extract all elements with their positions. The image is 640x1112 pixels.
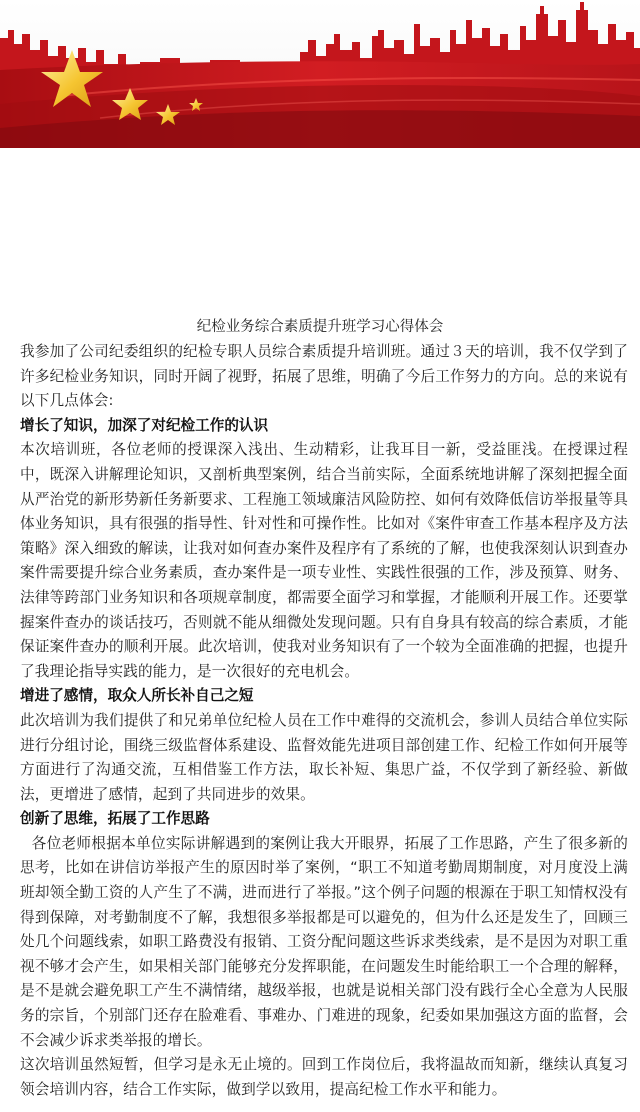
header-banner xyxy=(0,0,640,148)
article-body xyxy=(0,340,640,1102)
banner-graphic xyxy=(0,0,640,148)
conclusion-paragraph: 这次培训虽然短暂，但学习是永无止境的。回到工作岗位后，我将温故而知新，继续认真复习领会培训内容，结合工作实际，做到学以致用，提高纪检工作水平和能力。 xyxy=(20,1056,628,1098)
article xyxy=(0,316,640,1102)
intro-paragraph: 我参加了公司纪委组织的纪检专职人员综合素质提升培训班。通过３天的培训，我不仅学到了许多纪检业务知识，同时开阔了视野，拓展了思维，明确了今后工作努力的方向。总的来说有以下几点体会: xyxy=(20,343,628,410)
section-text-exchange: 此次培训为我们提供了和兄弟单位纪检人员在工作中难得的交流机会，参训人员结合单位实际进行分组讨论，围绕三级监督体系建设、监督效能先进项目部创建工作、纪检工作如何开展等方面进行了沟通交流，互相借鉴工作方法，取长补短、集思广益，不仅学到了新经验、新做法，更增进了感情，起到了共同进步的效果。 xyxy=(20,711,628,803)
section-heading-innovation: 创新了思维，拓展了工作思路 xyxy=(20,810,210,828)
section-text-knowledge: 本次培训班，各位老师的授课深入浅出、生动精彩，让我耳目一新，受益匪浅。在授课过程中，既深入讲解理论知识，又剖析典型案例，结合当前实际，全面系统地讲解了深刻把握全面从严治党的新形势新任务新要求、工程施工领域廉洁风险防控、如何有效降低信访举报量等具体业务知识，具有很强的指导性、针对性和可操作性。比如对《案件审查工作基本程序及方法策略》深入细致的解读，让我对如何查办案件及程序有了系统的了解，也使我深刻认识到查办案件需要提升综合业务素质，查办案件是一项专业性、实践性很强的工作，涉及预算、财务、法律等跨部门业务知识和各项规章制度，都需要全面学习和掌握，才能顺利开展工作。还要掌握案件查办的谈话技巧，否则就不能从细微处发现问题。只有自身具有较高的综合素质，才能保证案件查办的顺利开展。此次培训，使我对业务知识有了一个较为全面准确的把握，也提升了我理论指导实践的能力，是一次很好的充电机会。 xyxy=(20,441,628,680)
section-heading-exchange: 增进了感情，取众人所长补自己之短 xyxy=(20,687,254,705)
section-heading-knowledge: 增长了知识，加深了对纪检工作的认识 xyxy=(20,416,269,434)
section-text-innovation: 各位老师根据本单位实际讲解遇到的案例让我大开眼界，拓展了工作思路，产生了很多新的思考，比如在讲信访举报产生的原因时举了案例，“职工不知道考勤周期制度，对月度没上满班却领全勤工资的人产生了不满，进而进行了举报。”这个例子问题的根源在于职工知情权没有得到保障，对考勤制度不了解，我想很多举报都是可以避免的，但为什么还是发生了，回顾三处几个问题线索，如职工路费没有报销、工资分配问题这些诉求类线索，是不是因为对职工重视不够才会产生，如果相关部门能够充分发挥职能，在问题发生时能给职工一个合理的解释，是不是就会避免职工产生不满情绪，越级举报，也就是说相关部门没有践行全心全意为人民服务的宗旨，个别部门还存在脸难看、事难办、门难进的现象，纪委如果加强这方面的监督，会不会减少诉求类举报的增长。 xyxy=(20,834,628,1049)
article-title: 纪检业务综合素质提升班学习心得体会 xyxy=(196,319,444,335)
